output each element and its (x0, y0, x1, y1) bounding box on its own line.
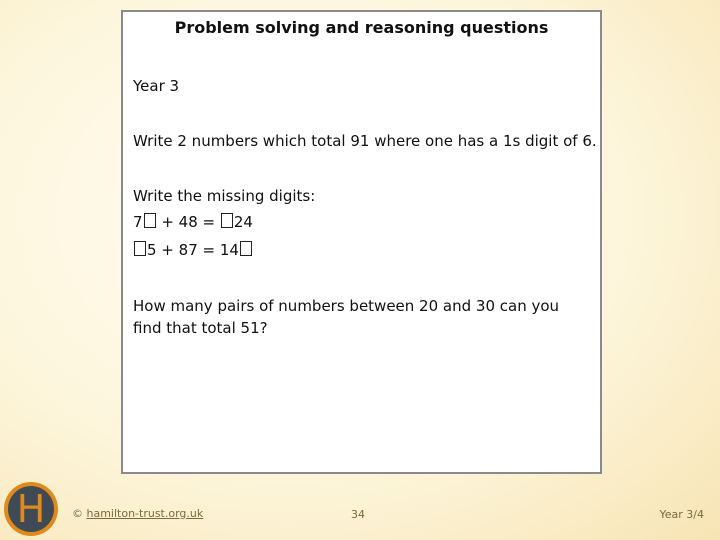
missing-digit-box (144, 213, 156, 228)
hamilton-trust-link[interactable]: hamilton-trust.org.uk (86, 507, 204, 520)
equation-1-part-a: 7 (133, 213, 143, 231)
equation-1 (133, 211, 253, 233)
question-3: How many pairs of numbers between 20 and 30 can you find that total 51? (133, 297, 560, 337)
logo-letter: H (16, 487, 46, 531)
equation-2-part-a: 5 + 87 = 14 (147, 241, 239, 259)
worksheet-card (121, 10, 602, 474)
footer-year-label: Year 3/4 (659, 508, 704, 521)
worksheet-title: Problem solving and reasoning questions (174, 18, 549, 37)
copyright-symbol: © (72, 507, 83, 520)
page-number: 34 (351, 508, 365, 521)
missing-digit-box (221, 213, 233, 228)
equation-1-part-c: 24 (233, 213, 253, 231)
hamilton-logo-icon (4, 482, 58, 536)
logo-inner-circle (8, 486, 54, 532)
question-1: Write 2 numbers which total 91 where one has a 1s digit of 6. (133, 132, 597, 150)
question-2-heading: Write the missing digits: (133, 187, 316, 205)
year-label: Year 3 (133, 77, 180, 95)
equation-1-part-b: + 48 = (156, 213, 220, 231)
missing-digit-box (134, 241, 146, 256)
missing-digit-box (240, 241, 252, 256)
equation-2 (133, 239, 253, 261)
copyright-notice (72, 507, 203, 520)
